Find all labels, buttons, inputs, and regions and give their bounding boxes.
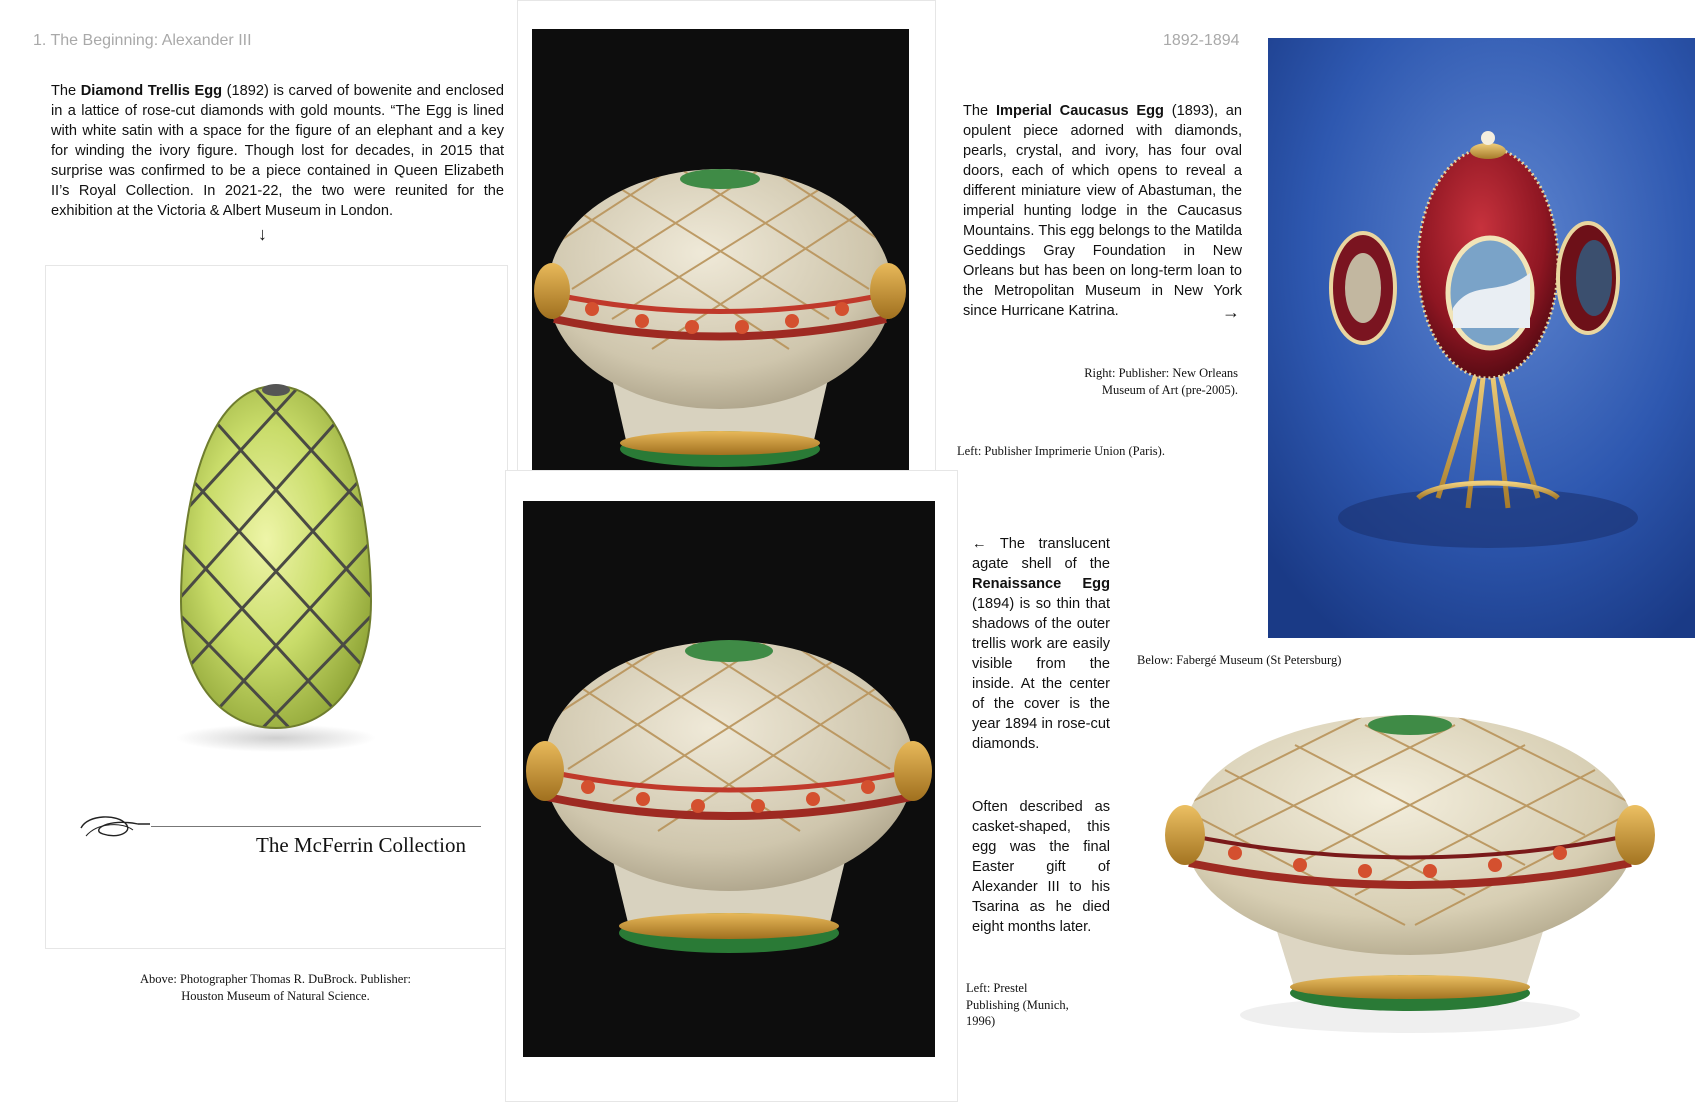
renaissance-egg-name: Renaissance Egg: [972, 576, 1110, 592]
mcferrin-brand-text: The McFerrin Collection: [256, 833, 466, 857]
caucasus-egg-image: [1268, 38, 1695, 638]
renaissance-postcard-bottom: [505, 470, 958, 1102]
mcferrin-logo: [78, 812, 153, 842]
date-range: 1892-1894: [1163, 32, 1240, 49]
diamond-trellis-description: The Diamond Trellis Egg (1892) is carved of bowenite and enclosed in a lattice of rose-cut diamonds with gold mounts. “The Egg is lined with white satin with a space for the figure of an elephant and a key for winding the ivory figure. Though lost for decades, in 2015 that surprise was confirmed to be a piece contained in Queen Elizabeth II’s Royal Collection. In 2021-22, the two were reunited for the exhibition at the Victoria & Albert Museum in London.: [51, 83, 505, 219]
renaissance-egg-image-top: [532, 29, 909, 471]
renaissance-egg-image-bottom: [523, 501, 935, 1057]
diamond-trellis-egg-name: Diamond Trellis Egg: [80, 83, 223, 99]
caucasus-description: The Imperial Caucasus Egg (1893), an opulent piece adorned with diamonds, pearls, crystal, and ivory, has four oval doors, each of which opens to reveal a different miniature view of Abastuman, the imperial hunting lodge in the Caucasus Mountains. This egg belongs to the Matilda Geddings Gray Foundation in New Orleans but has been on long-term loan to the Metropolitan Museum in New York since Hurricane Katrina.: [963, 103, 1243, 319]
left-arrow-icon: ←: [972, 536, 987, 552]
renaissance-caption-left: Left: Prestel Publishing (Munich, 1996): [966, 981, 1069, 1028]
caucasus-caption-right: Right: Publisher: New Orleans Museum of Art (pre-2005).: [1084, 366, 1238, 397]
renaissance-gift-note: Often described as casket-shaped, this egg was the final Easter gift of Alexander III to his Tsarina as he died eight months later.: [972, 799, 1110, 935]
diamond-trellis-egg-image: [126, 366, 426, 766]
section-title: 1. The Beginning: Alexander III: [33, 32, 252, 49]
logo-rule: [151, 826, 481, 827]
diamond-trellis-postcard: [45, 265, 508, 949]
renaissance-description: ← The translucent agate shell of the Renaissance Egg (1894) is so thin that shadows of the outer trellis work are easily visible from the inside. At the center of the cover is the year 1894 in rose-cut diamonds.: [972, 536, 1110, 752]
caucasus-caption-left: Left: Publisher Imprimerie Union (Paris).: [957, 444, 1165, 458]
down-arrow-icon: ↓: [258, 224, 267, 244]
caucasus-egg-name: Imperial Caucasus Egg: [995, 103, 1164, 119]
right-arrow-icon: →: [1222, 302, 1240, 322]
renaissance-caption-below: Below: Fabergé Museum (St Petersburg): [1137, 653, 1342, 667]
diamond-trellis-caption: Above: Photographer Thomas R. DuBrock. Publisher: Houston Museum of Natural Science.: [140, 972, 411, 1003]
renaissance-postcard-top: [517, 0, 936, 472]
renaissance-egg-image-right: [1125, 685, 1695, 1090]
